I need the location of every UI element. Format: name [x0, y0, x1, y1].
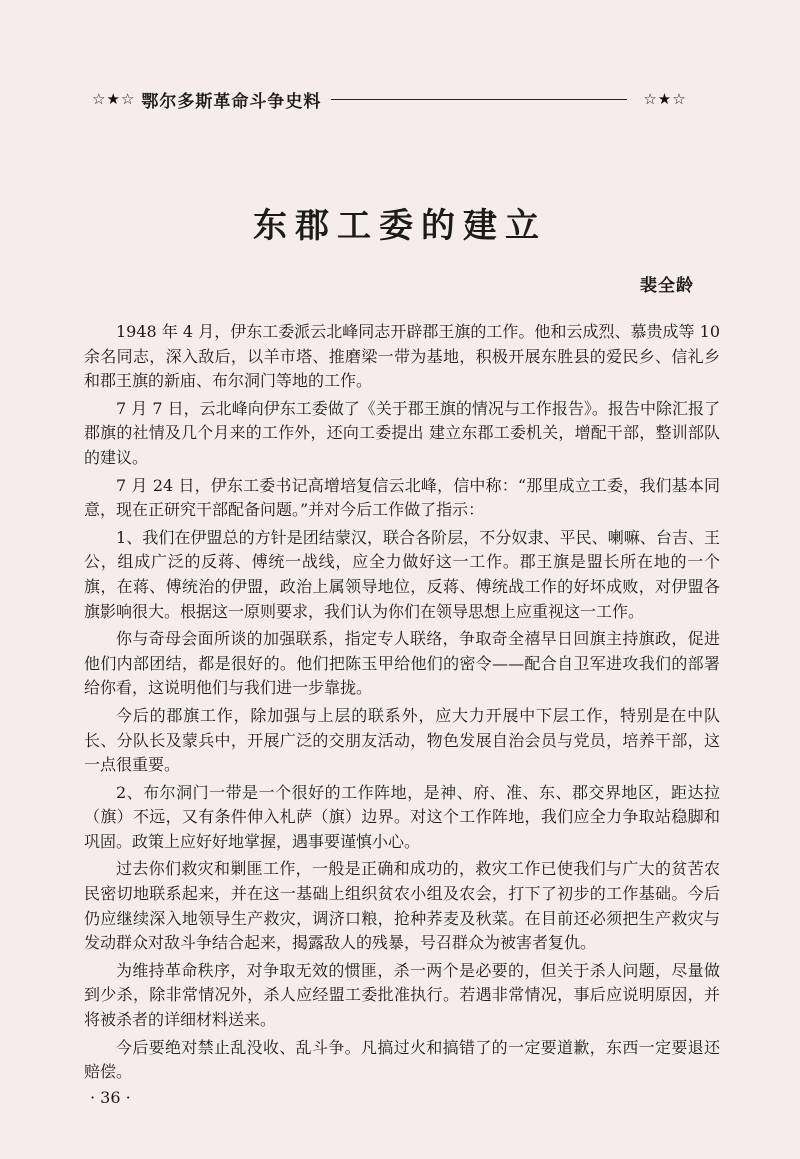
header-stars-right: ☆★☆ — [643, 90, 687, 108]
page-number: · 36 · — [90, 1088, 131, 1107]
paragraph: 7 月 24 日，伊东工委书记高增培复信云北峰，信中称：“那里成立工委，我们基本同意，现在正研究干部配备问题。”并对今后工作做了指示： — [84, 475, 720, 520]
paragraph: 1948 年 4 月，伊东工委派云北峰同志开辟郡王旗的工作。他和云成烈、慕贵成等 10 余名同志，深入敌后，以羊市塔、推磨梁一带为基地，积极开展东胜县的爱民乡、信礼乡和郡王旗的新庙、布尔洞门等地的工作。 — [84, 322, 720, 391]
header-stars-left: ☆★☆ — [92, 90, 136, 108]
header-rule — [331, 99, 627, 100]
paragraph: 2、布尔洞门一带是一个很好的工作阵地，是神、府、准、东、郡交界地区，距达拉（旗）不远，又有条件伸入札萨（旗）边界。对这个工作阵地，我们应全力争取站稳脚和巩固。政策上应好好地掌握，遇事要谨慎小心。 — [84, 782, 720, 851]
paragraph: 今后的郡旗工作，除加强与上层的联系外，应大力开展中下层工作，特别是在中队长、分队长及蒙兵中，开展广泛的交朋友活动，物色发展自治会员与党员，培养干部，这一点很重要。 — [84, 705, 720, 775]
paragraph: 7 月 7 日，云北峰向伊东工委做了《关于郡王旗的情况与工作报告》。报告中除汇报了郡旗的社情及几个月来的工作外，还向工委提出 建立东郡工委机关，增配干部，整训部队的建议。 — [84, 398, 720, 467]
article-title: 东郡工委的建立 — [253, 206, 547, 246]
article-body — [84, 320, 720, 1088]
article-author: 裴全龄 — [640, 276, 694, 296]
paragraph: 1、我们在伊盟总的方针是团结蒙汉，联合各阶层，不分奴隶、平民、喇嘛、台吉、王公，组成广泛的反蒋、傅统一战线，应全力做好这一工作。郡王旗是盟长所在地的一个旗，在蒋、傅统治的伊盟，政治上属领导地位，反蒋、傅统战工作的好坏成败，对伊盟各旗影响很大。根据这一原则要求，我们认为你们在领导思想上应重视这一工作。 — [84, 527, 720, 621]
running-header — [92, 86, 752, 112]
journal-title: 鄂尔多斯革命斗争史料 — [141, 91, 322, 112]
paragraph: 今后要绝对禁止乱没收、乱斗争。凡搞过火和搞错了的一定要道歉，东西一定要退还赔偿。 — [84, 1037, 720, 1082]
paragraph: 为维持革命秩序，对争取无效的惯匪，杀一两个是必要的，但关于杀人问题，尽量做到少杀，除非常情况外，杀人应经盟工委批准执行。若遇非常情况，事后应说明原因，并将被杀者的详细材料送来。 — [84, 960, 720, 1030]
paragraph: 过去你们救灾和剿匪工作，一般是正确和成功的，救灾工作已使我们与广大的贫苦农民密切地联系起来，并在这一基础上组织贫农小组及农会，打下了初步的工作基础。今后仍应继续深入地领导生产救灾，调济口粮，抢种荞麦及秋菜。在目前还必须把生产救灾与发动群众对敌斗争结合起来，揭露敌人的残暴，号召群众为被害者复仇。 — [84, 859, 720, 953]
paragraph: 你与奇母会面所谈的加强联系，指定专人联络，争取奇全禧早日回旗主持旗政，促进他们内部团结，都是很好的。他们把陈玉甲给他们的密令——配合自卫军进攻我们的部署给你看，这说明他们与我们进一步靠拢。 — [84, 629, 720, 698]
